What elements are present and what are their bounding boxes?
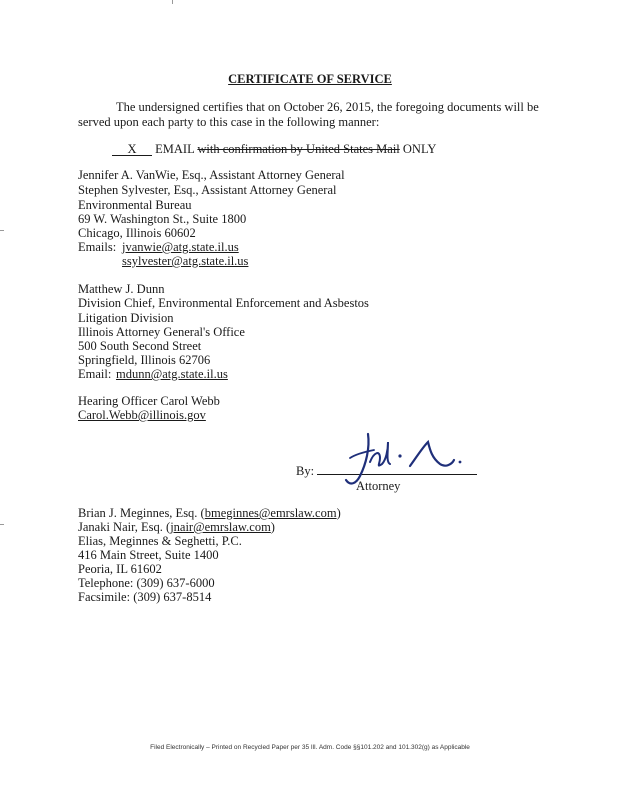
- block4-email-1[interactable]: bmeginnes@emrslaw.com: [204, 506, 337, 520]
- block4-email-2[interactable]: jnair@emrslaw.com: [170, 520, 271, 534]
- block4-line-2: [78, 520, 275, 534]
- intro-line-1: The undersigned certifies that on October 26, 2015, the foregoing documents will be: [116, 100, 539, 114]
- block4-line-1-prefix: Brian J. Meginnes, Esq. (: [78, 506, 205, 520]
- footer-note: Filed Electronically – Printed on Recycled Paper per 35 Ill. Adm. Code §§101.202 and 101.302(g) as Applicable: [150, 744, 470, 751]
- block4-line-1: [78, 506, 341, 520]
- block1-line-5: Chicago, Illinois 60602: [78, 226, 196, 240]
- block1-email-1[interactable]: jvanwie@atg.state.il.us: [122, 240, 239, 254]
- hearing-officer-email[interactable]: Carol.Webb@illinois.gov: [78, 408, 206, 422]
- block4-line-2-prefix: Janaki Nair, Esq. (: [78, 520, 171, 534]
- block1-email-2[interactable]: ssylvester@atg.state.il.us: [122, 254, 249, 268]
- signature-by-label: By:: [296, 464, 315, 478]
- method-struck-mail: with confirmation by United States Mail: [197, 142, 400, 156]
- block4-line-5: Peoria, IL 61602: [78, 562, 162, 576]
- block1-line-3: Environmental Bureau: [78, 198, 192, 212]
- block1-line-4: 69 W. Washington St., Suite 1800: [78, 212, 247, 226]
- method-checkmark: X: [112, 143, 152, 156]
- block2-line-4: Illinois Attorney General's Office: [78, 325, 245, 339]
- block2-line-1: Matthew J. Dunn: [78, 282, 165, 296]
- block1-line-2: Stephen Sylvester, Esq., Assistant Attorney General: [78, 183, 337, 197]
- block2-line-2: Division Chief, Environmental Enforcement and Asbestos: [78, 296, 369, 310]
- service-method-line: [112, 142, 436, 156]
- block2-email-label: Email:: [78, 367, 112, 381]
- signature-role: Attorney: [356, 479, 401, 493]
- block4-line-7: Facsimile: (309) 637-8514: [78, 590, 212, 604]
- method-email: EMAIL: [155, 142, 195, 156]
- block1-line-1: Jennifer A. VanWie, Esq., Assistant Attorney General: [78, 168, 345, 182]
- scan-mark-left-1: [0, 230, 4, 231]
- document-title: CERTIFICATE OF SERVICE: [228, 72, 392, 86]
- intro-line-2: served upon each party to this case in the following manner:: [78, 115, 380, 129]
- block1-emails-label: Emails:: [78, 240, 117, 254]
- block2-line-6: Springfield, Illinois 62706: [78, 353, 211, 367]
- block4-line-4: 416 Main Street, Suite 1400: [78, 548, 219, 562]
- block4-line-6: Telephone: (309) 637-6000: [78, 576, 215, 590]
- block2-email[interactable]: mdunn@atg.state.il.us: [116, 367, 228, 381]
- block2-line-5: 500 South Second Street: [78, 339, 202, 353]
- hearing-officer-line: Hearing Officer Carol Webb: [78, 394, 220, 408]
- scan-mark-top: [172, 0, 173, 4]
- method-only: ONLY: [402, 142, 437, 156]
- scan-mark-left-2: [0, 524, 4, 525]
- block4-line-3: Elias, Meginnes & Seghetti, P.C.: [78, 534, 242, 548]
- block4-line-1-suffix: ): [336, 506, 341, 520]
- block2-line-3: Litigation Division: [78, 311, 174, 325]
- block4-line-2-suffix: ): [270, 520, 275, 534]
